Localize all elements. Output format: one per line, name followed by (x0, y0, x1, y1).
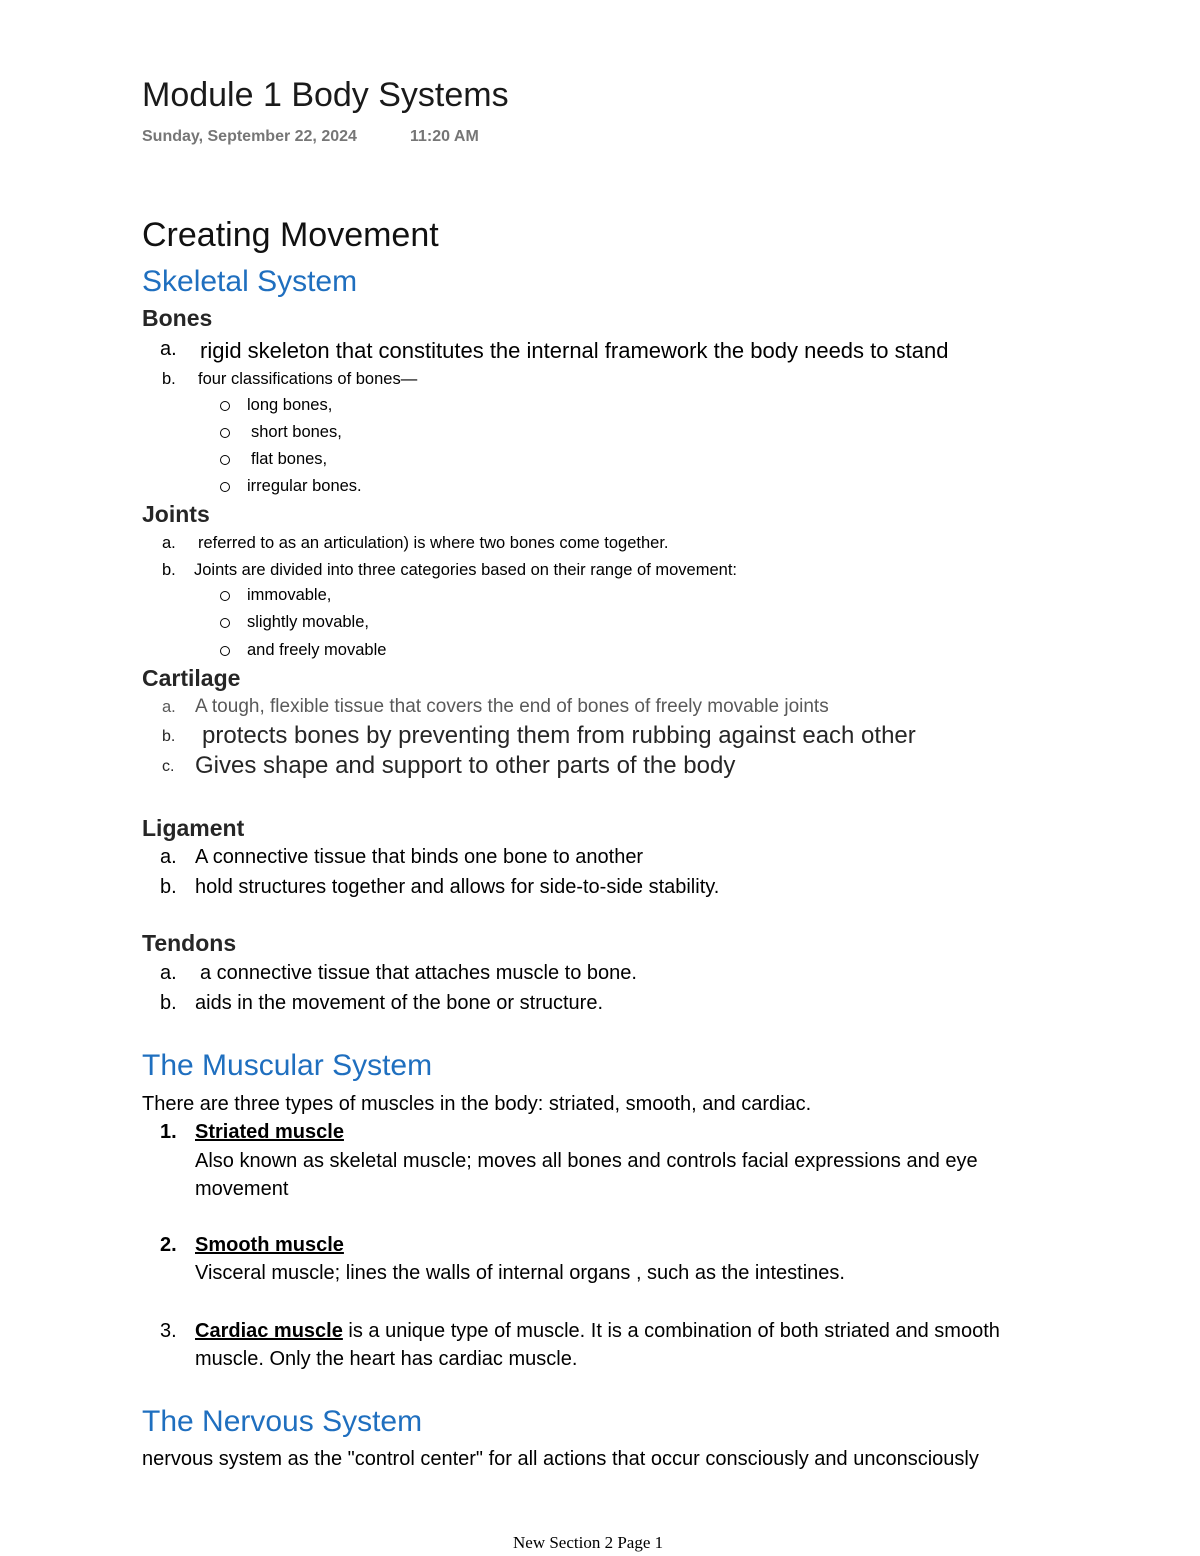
list-item: four classifications of bones— (198, 370, 418, 388)
heading-cartilage: Cartilage (142, 665, 241, 691)
list-marker: b. (162, 728, 176, 745)
circle-bullet-icon (220, 646, 230, 656)
heading-muscular-system: The Muscular System (142, 1049, 433, 1082)
circle-bullet-icon (220, 428, 230, 438)
list-item: a connective tissue that attaches muscle to bone. (200, 962, 637, 984)
list-item: A tough, flexible tissue that covers the end of bones of freely movable joints (195, 696, 829, 717)
circle-bullet-icon (220, 455, 230, 465)
nervous-description: nervous system as the "control center" for all actions that occur consciously and unconsciously (142, 1448, 979, 1470)
sub-list-item: immovable, (247, 586, 332, 604)
muscle-name-cardiac: Cardiac muscle (195, 1320, 343, 1342)
muscle-description: Also known as skeletal muscle; moves all bones and controls facial expressions and eye (195, 1150, 978, 1172)
muscle-name-striated: Striated muscle (195, 1121, 344, 1143)
list-marker: c. (162, 758, 175, 775)
heading-ligament: Ligament (142, 815, 245, 841)
list-marker: 1. (160, 1121, 177, 1143)
list-marker: a. (162, 698, 176, 716)
list-marker: b. (160, 992, 177, 1014)
circle-bullet-icon (220, 618, 230, 628)
heading-tendons: Tendons (142, 930, 237, 956)
list-marker: a. (160, 846, 177, 868)
sub-list-item: and freely movable (247, 641, 387, 659)
sub-list-item: flat bones, (251, 450, 328, 468)
list-marker: b. (162, 561, 176, 579)
muscle-description: muscle. Only the heart has cardiac muscle. (195, 1348, 578, 1370)
list-item: Gives shape and support to other parts of the body (195, 752, 736, 779)
circle-bullet-icon (220, 482, 230, 492)
muscle-description: Visceral muscle; lines the walls of internal organs , such as the intestines. (195, 1262, 845, 1284)
sub-list-item: slightly movable, (247, 613, 369, 631)
heading-skeletal-system: Skeletal System (142, 265, 358, 298)
muscle-description: movement (195, 1178, 289, 1200)
page-footer: New Section 2 Page 1 (513, 1533, 664, 1552)
sub-list-item: long bones, (247, 396, 333, 414)
muscle-name-smooth: Smooth muscle (195, 1234, 344, 1256)
list-item: referred to as an articulation) is where two bones come together. (198, 534, 669, 552)
sub-list-item: irregular bones. (247, 477, 362, 495)
list-item: aids in the movement of the bone or structure. (195, 992, 603, 1014)
page-date: Sunday, September 22, 2024 (142, 128, 357, 145)
list-marker: 3. (160, 1320, 177, 1342)
muscular-intro: There are three types of muscles in the body: striated, smooth, and cardiac. (142, 1093, 812, 1115)
list-item: A connective tissue that binds one bone to another (195, 846, 644, 868)
list-marker: a. (160, 962, 177, 984)
list-item: rigid skeleton that constitutes the internal framework the body needs to stand (200, 338, 949, 363)
heading-bones: Bones (142, 305, 213, 331)
heading-nervous-system: The Nervous System (142, 1405, 423, 1438)
list-item: Joints are divided into three categories based on their range of movement: (194, 561, 737, 579)
sub-list-item: short bones, (251, 423, 342, 441)
section-heading-creating-movement: Creating Movement (142, 216, 439, 254)
list-marker: 2. (160, 1234, 177, 1256)
page-time: 11:20 AM (410, 128, 479, 145)
page-title: Module 1 Body Systems (142, 76, 509, 114)
list-marker: a. (162, 534, 176, 552)
circle-bullet-icon (220, 591, 230, 601)
list-marker: a. (160, 338, 177, 360)
heading-joints: Joints (142, 501, 210, 527)
list-marker: b. (162, 370, 176, 388)
list-item: protects bones by preventing them from rubbing against each other (202, 722, 916, 749)
list-item: hold structures together and allows for side-to-side stability. (195, 876, 720, 898)
circle-bullet-icon (220, 401, 230, 411)
list-marker: b. (160, 876, 177, 898)
muscle-description: Cardiac muscle is a unique type of muscle. It is a combination of both striated and smooth (195, 1320, 1000, 1342)
